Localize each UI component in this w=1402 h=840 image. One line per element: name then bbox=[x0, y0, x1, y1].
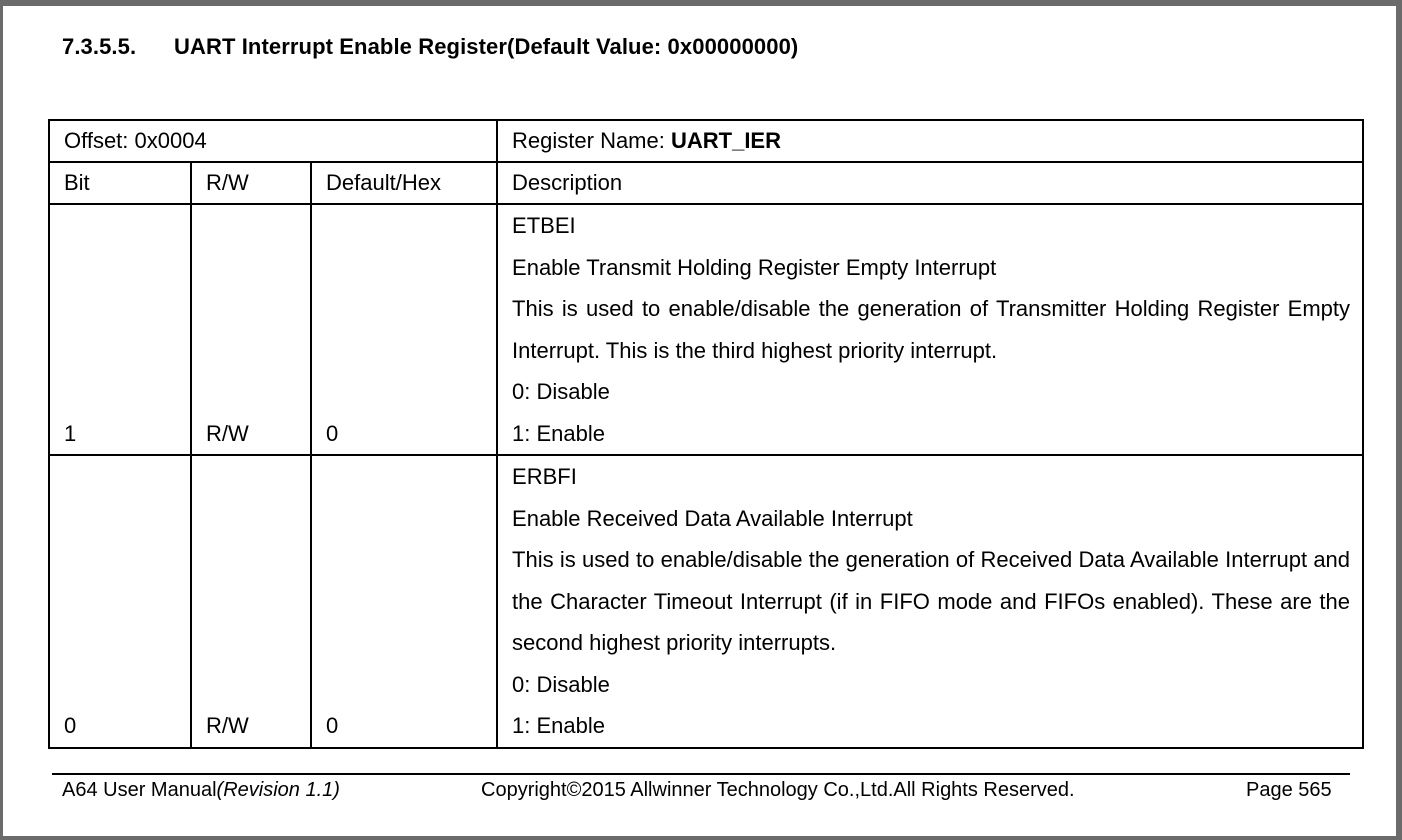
field-detail: This is used to enable/disable the generation of Transmitter Holding Register Empty Interrupt. This is the third highest priority interrupt. bbox=[512, 296, 1351, 363]
register-table bbox=[48, 119, 1364, 749]
rw-cell: R/W bbox=[191, 455, 311, 748]
bit-cell: 0 bbox=[49, 455, 191, 748]
column-header-row bbox=[49, 162, 1363, 204]
frame-left-border bbox=[0, 0, 3, 840]
field-name: ETBEI bbox=[512, 213, 576, 238]
description-cell bbox=[497, 455, 1363, 748]
frame-top-border bbox=[0, 0, 1402, 6]
column-header-rw: R/W bbox=[191, 162, 311, 204]
column-header-description: Description bbox=[497, 162, 1363, 204]
frame-right-border bbox=[1396, 0, 1402, 840]
manual-revision: (Revision 1.1) bbox=[216, 779, 340, 801]
option-disable: 0: Disable bbox=[512, 671, 610, 697]
table-row bbox=[49, 455, 1363, 748]
section-title: UART Interrupt Enable Register(Default Value: 0x00000000) bbox=[174, 34, 799, 59]
option-disable: 0: Disable bbox=[512, 379, 610, 404]
register-name-label: Register Name: bbox=[512, 128, 671, 153]
register-info-row bbox=[49, 120, 1363, 162]
bit-cell: 1 bbox=[49, 204, 191, 455]
footer-divider bbox=[52, 773, 1350, 775]
column-header-bit: Bit bbox=[49, 162, 191, 204]
footer-page-number: Page 565 bbox=[1246, 779, 1332, 801]
column-header-default: Default/Hex bbox=[311, 162, 497, 204]
offset-cell: Offset: 0x0004 bbox=[49, 120, 497, 162]
option-enable: 1: Enable bbox=[512, 713, 605, 738]
table-row bbox=[49, 204, 1363, 455]
option-enable: 1: Enable bbox=[512, 420, 605, 446]
section-number: 7.3.5.5. bbox=[62, 34, 137, 59]
description-cell bbox=[497, 204, 1363, 455]
rw-cell: R/W bbox=[191, 204, 311, 455]
field-detail: This is used to enable/disable the generation of Received Data Available Interrupt and the Character Timeout Interrupt (if in FIFO mode and FIFOs enabled). These are the second highest priority interrupts. bbox=[512, 547, 1351, 655]
default-cell: 0 bbox=[311, 204, 497, 455]
register-name-cell bbox=[497, 120, 1363, 162]
section-heading bbox=[62, 34, 798, 60]
manual-name: A64 User Manual bbox=[62, 779, 217, 801]
field-summary: Enable Transmit Holding Register Empty Interrupt bbox=[512, 254, 997, 280]
register-name: UART_IER bbox=[670, 128, 781, 153]
field-name: ERBFI bbox=[512, 464, 577, 489]
footer-copyright: Copyright©2015 Allwinner Technology Co.,Ltd.All Rights Reserved. bbox=[481, 779, 1075, 801]
footer-manual bbox=[62, 779, 340, 802]
frame-bottom-border bbox=[0, 836, 1402, 840]
default-cell: 0 bbox=[311, 455, 497, 748]
field-summary: Enable Received Data Available Interrupt bbox=[512, 505, 913, 531]
